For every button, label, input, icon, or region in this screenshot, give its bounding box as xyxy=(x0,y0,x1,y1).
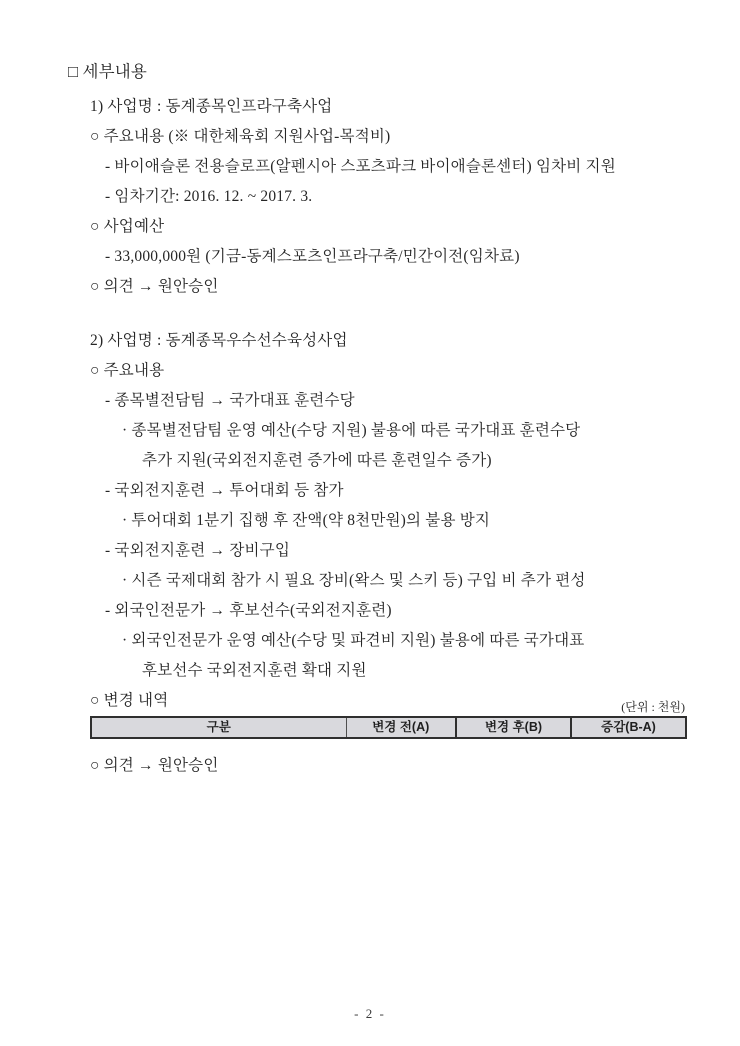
project2-detail-foreign-expert: - 외국인전문가 → 후보선수(국외전지훈련) xyxy=(105,602,392,619)
header-change: 증감(B-A) xyxy=(571,717,686,738)
table-unit-label: (단위 : 천원) xyxy=(621,700,685,714)
project2-detail-equipment-note: · 시즌 국제대회 참가 시 필요 장비(왁스 및 스키 등) 구입 비 추가 편성 xyxy=(122,572,586,589)
header-after: 변경 후(B) xyxy=(456,717,571,738)
project2-detail-foreign-expert-note-2: 후보선수 국외전지훈련 확대 지원 xyxy=(142,662,367,679)
project2-detail-equipment: - 국외전지훈련 → 장비구입 xyxy=(105,542,291,559)
project1-detail-rent-period: - 임차기간: 2016. 12. ~ 2017. 3. xyxy=(105,188,313,205)
change-history-label: ○ 변경 내역 xyxy=(90,692,169,709)
header-category: 구분 xyxy=(91,717,346,738)
project1-main-content-label: ○ 주요내용 (※ 대한체육회 지원사업-목적비) xyxy=(90,128,391,145)
change-table-caption-row xyxy=(68,686,685,716)
project2-detail-team-allowance: - 종목별전담팀 → 국가대표 훈련수당 xyxy=(105,392,355,409)
project1-title: 1) 사업명 : 동계종목인프라구축사업 xyxy=(90,98,333,115)
project2-detail-foreign-expert-note-1: · 외국인전문가 운영 예산(수당 및 파견비 지원) 불용에 따른 국가대표 xyxy=(122,632,585,649)
budget-change-table-wrap xyxy=(90,716,685,739)
budget-change-table xyxy=(90,716,687,739)
project2-title: 2) 사업명 : 동계종목우수선수육성사업 xyxy=(90,332,348,349)
project1-detail-rent-support: - 바이애슬론 전용슬로프(알펜시아 스포츠파크 바이애슬론센터) 임차비 지원 xyxy=(105,158,616,175)
page-number: - 2 - xyxy=(354,1006,386,1021)
project2-main-content-label: ○ 주요내용 xyxy=(90,362,165,379)
project1-budget-amount: - 33,000,000원 (기금-동계스포츠인프라구축/민간이전(임차료) xyxy=(105,248,520,265)
project2-opinion: ○ 의견 → 원안승인 xyxy=(90,757,219,774)
table-header-row xyxy=(91,717,686,738)
section-heading: □ 세부내용 xyxy=(68,62,148,81)
project2-detail-overseas-tour-note: · 투어대회 1분기 집행 후 잔액(약 8천만원)의 불용 방지 xyxy=(122,512,491,529)
project2-detail-team-allowance-note-2: 추가 지원(국외전지훈련 증가에 따른 훈련일수 증가) xyxy=(142,452,492,469)
project1-budget-label: ○ 사업예산 xyxy=(90,218,165,235)
project1-opinion: ○ 의견 → 원안승인 xyxy=(90,278,219,295)
project2-detail-overseas-tour: - 국외전지훈련 → 투어대회 등 참가 xyxy=(105,482,344,499)
header-before: 변경 전(A) xyxy=(346,717,456,738)
project2-detail-team-allowance-note-1: · 종목별전담팀 운영 예산(수당 지원) 불용에 따른 국가대표 훈련수당 xyxy=(122,422,581,439)
